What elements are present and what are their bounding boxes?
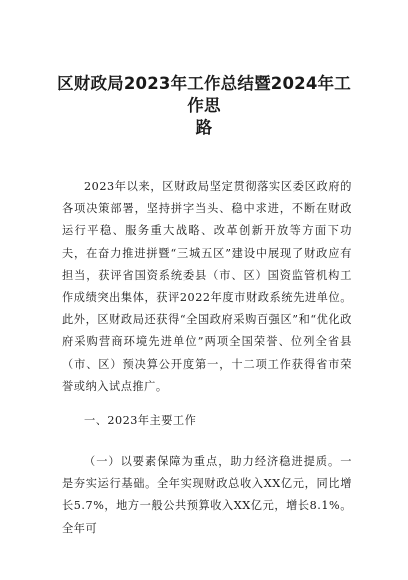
intro-paragraph: 2023年以来，区财政局坚定贯彻落实区委区政府的各项决策部署，坚持拼字当头、稳中求进，不断在财政运行平稳、服务重大战略、改革创新开放等方面下功夫，在奋力推进拼暨“三城五区”建设中展现了财政应有担当，获评省国资系统委县（市、区）国资监管机构工作成绩突出集体，获评2022年度市财政系统先进单位。此外，区财政局还获得“全国政府采购百强区”和“优化政府采购营商环境先进单位”两项全国荣誉、位列全省县（市、区）预决算公开度第一，十二项工作获得省市荣誉或纳入试点推广。: [62, 180, 352, 393]
document-title: 区财政局2023年工作总结暨2024年工作思: [57, 74, 351, 115]
section-heading: 一、2023年主要工作: [84, 414, 197, 427]
section-paragraph: （一）以要素保障为重点，助力经济稳进提质。一是夯实运行基础。全年实现财政总收入XX亿元，同比增长5.7%，地方一般公共预算收入XX亿元，增长8.1%。全年可: [62, 455, 352, 535]
document-title-continued: 路: [195, 118, 213, 137]
